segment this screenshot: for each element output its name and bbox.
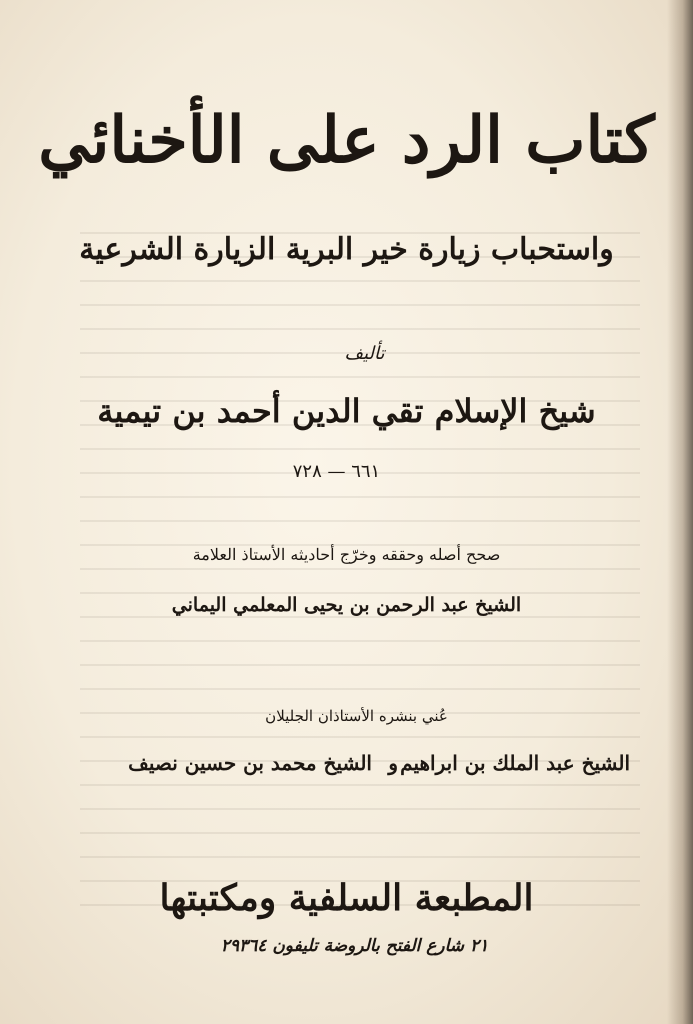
authored-by-label: تأليف	[344, 343, 385, 364]
publishers-line	[128, 746, 630, 782]
author-dates: ٦٦١ — ٧٢٨	[292, 461, 381, 482]
book-subtitle: واستحباب زيارة خير البرية الزيارة الشرعية	[79, 232, 614, 267]
press-address: ٢١ شارع الفتح بالروضة تليفون ٢٩٣٦٤	[220, 936, 489, 956]
book-title: كتاب الرد على الأخنائي	[38, 103, 655, 178]
press-name: المطبعة السلفية ومكتبتها	[159, 877, 534, 919]
editor-name: الشيخ عبد الرحمن بن يحيى المعلمي اليماني	[171, 594, 522, 616]
publisher-conjunction: و	[388, 751, 398, 775]
publisher-second: الشيخ محمد بن حسين نصيف	[128, 751, 372, 775]
publisher-first: الشيخ عبد الملك بن ابراهيم	[400, 751, 630, 775]
publishing-note: عُني بنشره الأستاذان الجليلان	[265, 707, 448, 725]
author-name: شيخ الإسلام تقي الدين أحمد بن تيمية	[97, 392, 596, 430]
editor-credit: صحح أصله وحققه وخرّج أحاديثه الأستاذ العلامة	[192, 545, 501, 564]
